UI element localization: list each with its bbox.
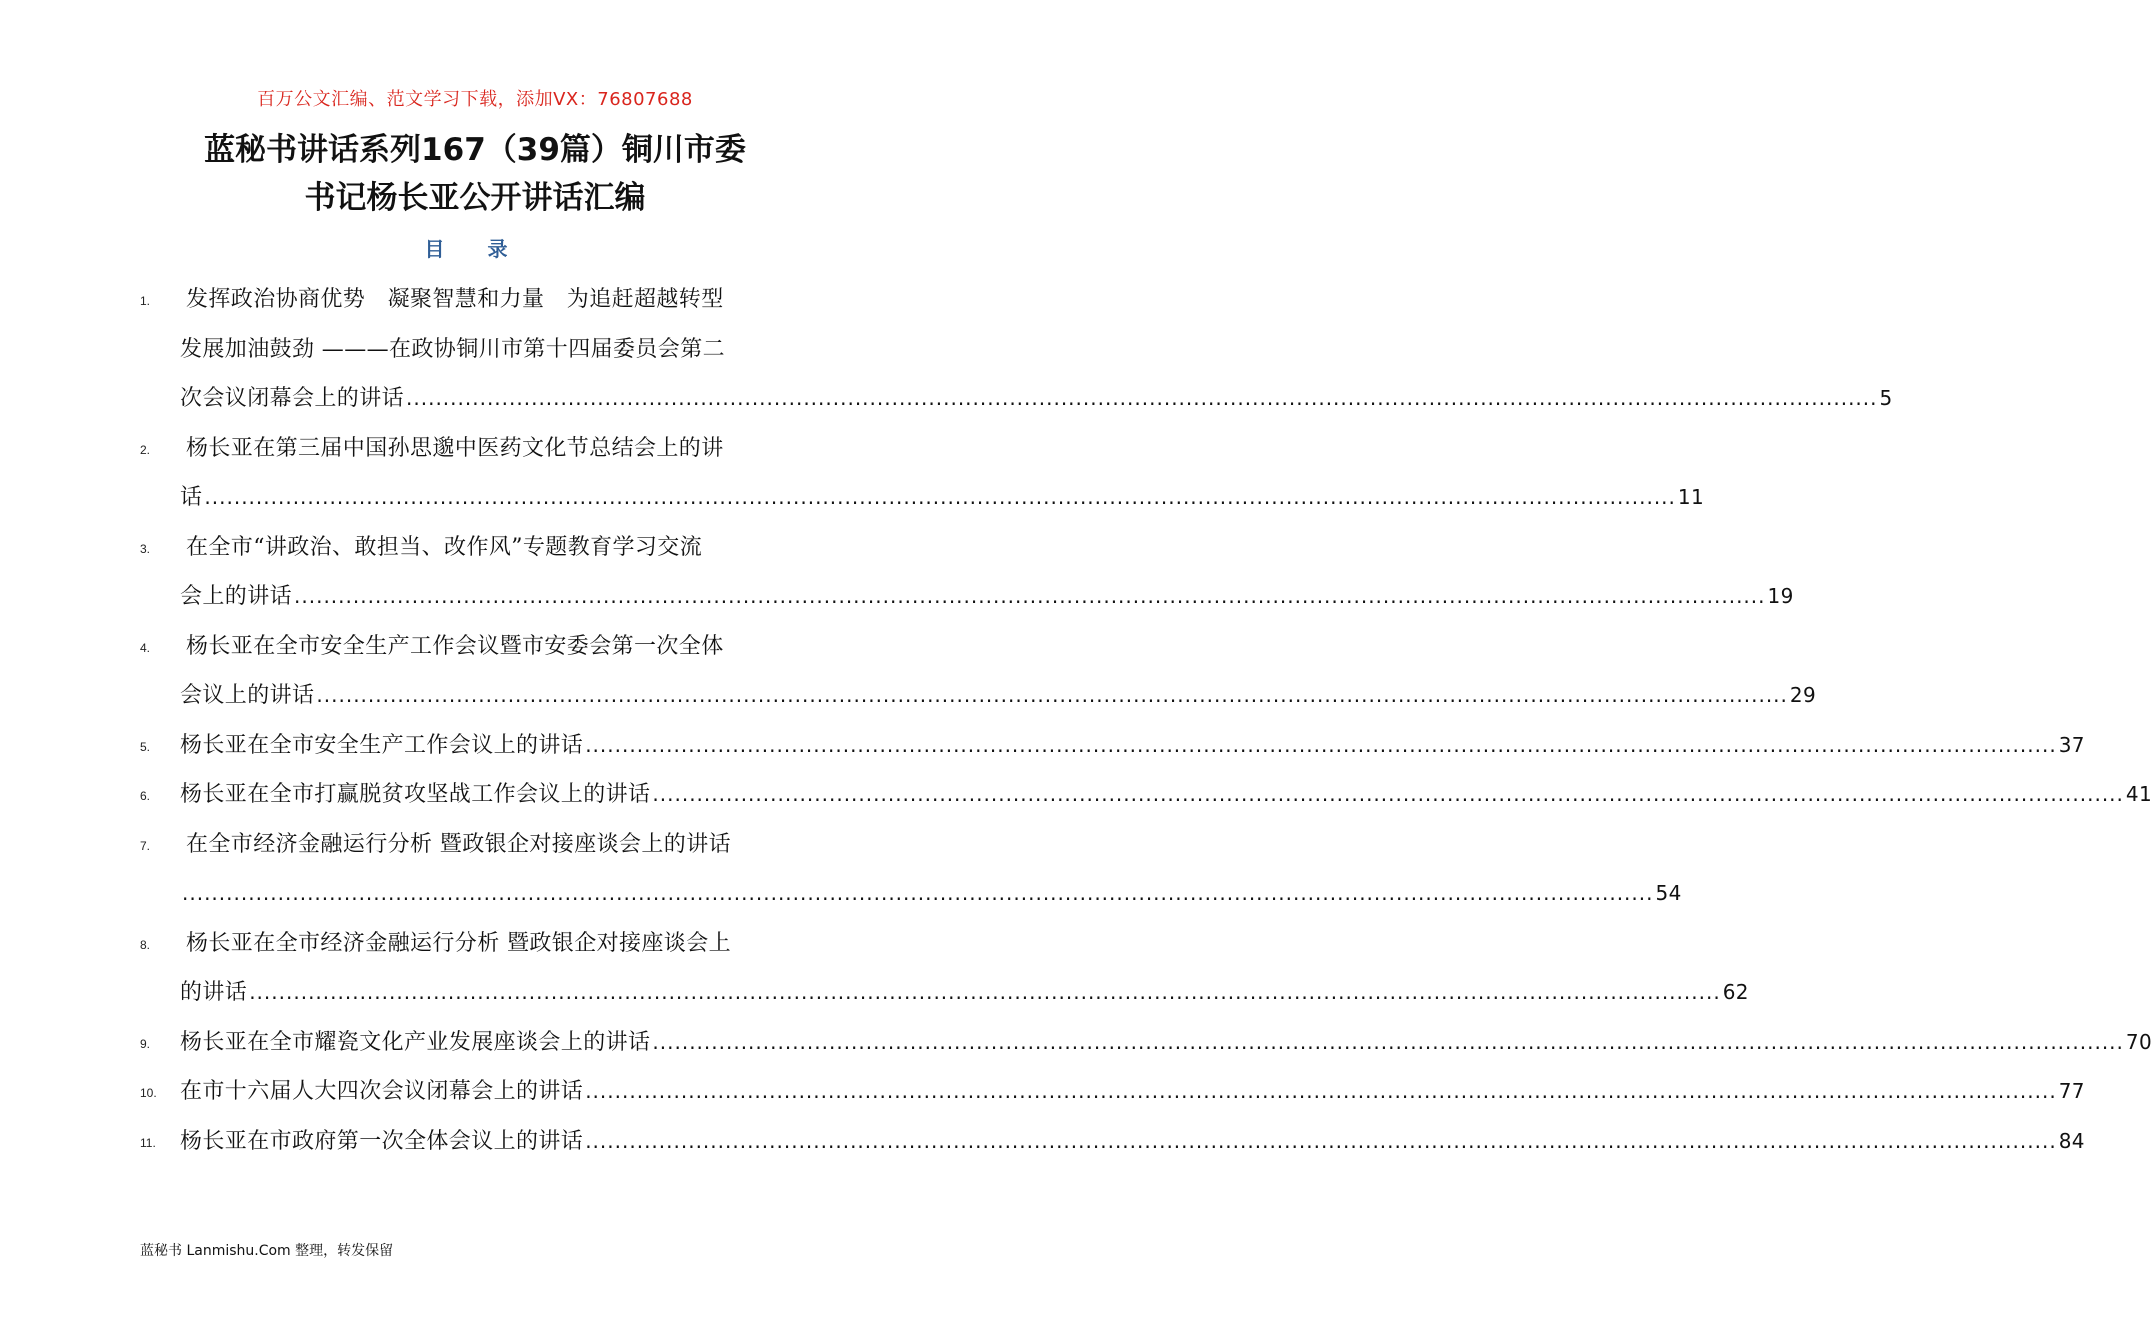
toc-entry-title-line: 在全市“讲政治、敢担当、改作风”专题教育学习交流 bbox=[186, 534, 703, 560]
toc-page-number: 5 bbox=[1879, 386, 1893, 410]
toc-entry-title-line: 在全市经济金融运行分析 暨政银企对接座谈会上的讲话 bbox=[186, 831, 731, 857]
toc-leader-dots: ........................................................................................................................................................................................................ bbox=[249, 980, 1721, 1004]
toc-heading: 目 录 bbox=[424, 237, 526, 261]
toc-entry-title-line: 杨长亚在全市经济金融运行分析 暨政银企对接座谈会上 bbox=[186, 930, 731, 956]
toc-entry[interactable] bbox=[140, 919, 1749, 1018]
toc-entry-title-line: 杨长亚在全市安全生产工作会议暨市安委会第一次全体 bbox=[186, 633, 724, 659]
toc-entry-title-line: 杨长亚在市政府第一次全体会议上的讲话 bbox=[180, 1128, 584, 1154]
toc-leader-dots: ........................................................................................................................................................................................................ bbox=[204, 485, 1676, 509]
toc-entry-number: 7. bbox=[140, 838, 151, 853]
toc-entry-title-line: 次会议闭幕会上的讲话 bbox=[180, 386, 405, 411]
toc-leader-dots: ........................................................................................................................................................................................................ bbox=[585, 732, 2057, 757]
promo-banner: 百万公文汇编、范文学习下载，添加VX：76807688 bbox=[257, 89, 693, 110]
toc-leader-dots: ........................................................................................................................................................................................................ bbox=[585, 1079, 2057, 1103]
toc-leader-dots: ........................................................................................................................................................................................................ bbox=[316, 683, 1788, 707]
toc-entry-number: 4. bbox=[140, 640, 151, 655]
toc-leader-dots: ........................................................................................................................................................................................................ bbox=[182, 881, 1654, 905]
title-line-2: 书记杨长亚公开讲话汇编 bbox=[304, 180, 646, 216]
toc-page-number: 84 bbox=[2058, 1128, 2085, 1153]
toc-entry-title-line: 发挥政治协商优势 凝聚智慧和力量 为追赶超越转型 bbox=[186, 287, 724, 312]
toc-leader-dots: ........................................................................................................................................................................................................ bbox=[652, 1029, 2124, 1054]
toc-entry[interactable] bbox=[140, 622, 1817, 721]
toc-entry[interactable] bbox=[140, 721, 2085, 771]
toc-page-number: 77 bbox=[2058, 1079, 2085, 1103]
toc-page-number: 11 bbox=[1677, 485, 1705, 509]
toc-entry-number: 10. bbox=[140, 1086, 157, 1100]
toc-leader-dots: ........................................................................................................................................................................................................ bbox=[406, 386, 1878, 410]
toc-entry[interactable] bbox=[140, 770, 2152, 820]
toc-entry-number: 8. bbox=[140, 937, 151, 952]
toc-entry-title-line: 杨长亚在全市安全生产工作会议上的讲话 bbox=[180, 732, 584, 758]
toc-entry-title-line: 的讲话 bbox=[180, 980, 248, 1005]
toc-entry-title-line: 会上的讲话 bbox=[180, 584, 293, 609]
footer-note: 蓝秘书 Lanmishu.Com 整理，转发保留 bbox=[140, 1243, 394, 1259]
toc-page-number: 29 bbox=[1789, 683, 1817, 707]
toc-entry[interactable] bbox=[140, 820, 1682, 919]
toc-entry[interactable] bbox=[140, 523, 1794, 622]
toc-leader-dots: ........................................................................................................................................................................................................ bbox=[294, 584, 1766, 608]
toc-entry-number: 9. bbox=[140, 1036, 151, 1051]
toc-page-number: 37 bbox=[2058, 732, 2085, 757]
title-line-1: 蓝秘书讲话系列167（39篇）铜川市委 bbox=[204, 132, 746, 168]
document-title bbox=[0, 126, 950, 222]
toc-entry[interactable] bbox=[140, 1117, 2085, 1167]
toc-entry[interactable] bbox=[140, 275, 1893, 424]
toc-page-number: 62 bbox=[1722, 980, 1749, 1004]
toc-entry-number: 6. bbox=[140, 789, 151, 803]
toc-entry-title-line: 会议上的讲话 bbox=[180, 683, 315, 708]
toc-page-number: 19 bbox=[1767, 584, 1794, 608]
toc-page-number: 41 bbox=[2125, 782, 2152, 806]
toc-page-number: 70 bbox=[2125, 1029, 2152, 1054]
toc-entry-title-line: 杨长亚在全市耀瓷文化产业发展座谈会上的讲话 bbox=[180, 1029, 651, 1055]
toc-entry-number: 3. bbox=[140, 541, 151, 556]
toc-leader-dots: ........................................................................................................................................................................................................ bbox=[585, 1128, 2057, 1153]
toc-entry-number: 5. bbox=[140, 739, 151, 754]
toc-entry-title-line: 杨长亚在第三届中国孙思邈中医药文化节总结会上的讲 bbox=[186, 435, 724, 461]
toc-entry[interactable] bbox=[140, 424, 1705, 523]
toc-entry[interactable] bbox=[140, 1067, 2085, 1117]
toc-entry-number: 11. bbox=[140, 1135, 156, 1150]
toc-page-number: 54 bbox=[1655, 881, 1682, 905]
toc-leader-dots: ........................................................................................................................................................................................................ bbox=[652, 782, 2124, 806]
toc-entry[interactable] bbox=[140, 1018, 2152, 1068]
toc-entry-title-line: 杨长亚在全市打赢脱贫攻坚战工作会议上的讲话 bbox=[180, 782, 651, 807]
table-of-contents bbox=[140, 275, 2152, 1166]
toc-entry-number: 2. bbox=[140, 442, 151, 457]
toc-entry-number: 1. bbox=[140, 294, 151, 308]
toc-entry-title-line: 发展加油鼓劲 ———在政协铜川市第十四届委员会第二 bbox=[180, 336, 725, 362]
toc-entry-title-line: 在市十六届人大四次会议闭幕会上的讲话 bbox=[180, 1079, 584, 1104]
toc-entry-title-line: 话 bbox=[180, 485, 203, 510]
